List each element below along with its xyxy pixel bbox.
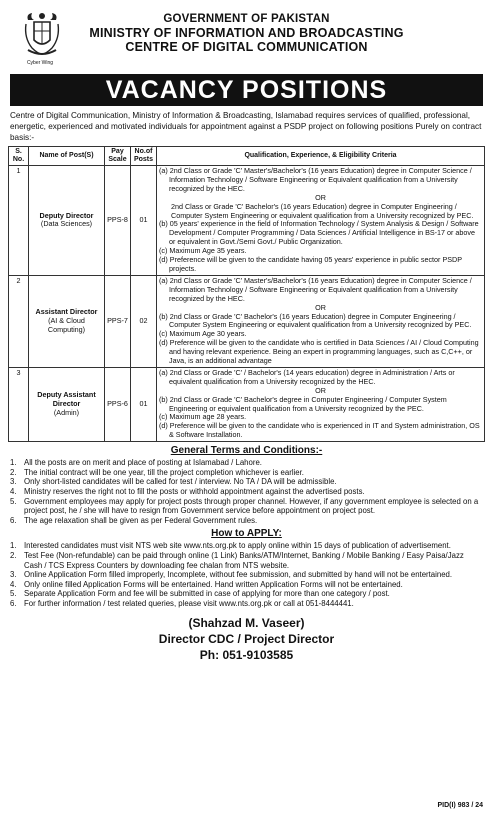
criteria-or: OR bbox=[315, 385, 326, 395]
item-number: 6. bbox=[10, 515, 17, 525]
list-item bbox=[10, 516, 483, 526]
row-scale: PPS-6 bbox=[105, 367, 131, 441]
criteria-or: OR bbox=[315, 302, 326, 312]
item-text: Online Application Form filled improperly, Incomplete, without fee submission, and submitted by hand will not be entertained. bbox=[24, 570, 453, 580]
criteria-item: (b) 05 years' experience in the field of Information Technology / System Analysis & Design / Software Development / Computer Programming / Data Sciences / Artificial Intelligence in BS-17 or above or equivalent in Govt./Semi Govt./ Public Organization. bbox=[159, 219, 479, 247]
list-item bbox=[10, 541, 483, 551]
table-row bbox=[9, 275, 485, 367]
post-subtitle: (AI & Cloud Computing) bbox=[47, 315, 86, 334]
post-subtitle: (Data Sciences) bbox=[40, 219, 93, 229]
signatory-name: (Shahzad M. Vaseer) bbox=[188, 615, 305, 630]
list-item bbox=[10, 589, 483, 599]
criteria-item: (c) Maximum Age 30 years. bbox=[159, 329, 247, 339]
item-text: The age relaxation shall be given as per Federal Government rules. bbox=[24, 515, 258, 525]
signatory-designation: Director CDC / Project Director bbox=[158, 631, 335, 646]
item-number: 5. bbox=[10, 589, 17, 599]
row-sno: 2 bbox=[9, 275, 29, 367]
row-post bbox=[29, 367, 105, 441]
vacancy-banner: VACANCY POSITIONS bbox=[10, 74, 483, 106]
header-count: No.of Posts bbox=[131, 147, 157, 166]
item-number: 4. bbox=[10, 579, 17, 589]
header-sno: S. No. bbox=[9, 147, 29, 166]
header-line-centre: CENTRE OF DIGITAL COMMUNICATION bbox=[125, 40, 368, 54]
criteria-item: (a) 2nd Class or Grade 'C' Master's/Bachelor's (16 years Education) degree in Computer Science / Information Technology / Software Engineering or Equivalent qualification from a University recognized by the HEC. bbox=[159, 275, 472, 303]
item-text: Government employees may apply for project posts through proper channel. However, if any government employee is selected on a project post, he / she will have to resign from Government service before appointment on project post. bbox=[24, 496, 479, 516]
criteria-item: (b) 2nd Class or Grade 'C' Bachelor's (16 years Education) degree in Computer Engineering / Computer System Engineering or equivalent qualification from a University recognized by PEC. bbox=[159, 311, 472, 330]
item-number: 6. bbox=[10, 598, 17, 608]
vacancy-table bbox=[8, 146, 485, 442]
item-text: Only online filled Application Forms will be entertained. Hand written Application Forms will not be entertained. bbox=[24, 579, 403, 589]
government-emblem-icon bbox=[22, 10, 62, 60]
criteria-item: (d) Preference will be given to the candidate who is certified in Data Sciences / AI / Cloud Computing and having relevant experience. Being an expert in programming languages, such as C,C++, or Java, is an additional advantage bbox=[159, 338, 479, 366]
table-header-row bbox=[9, 147, 485, 166]
item-text: Only short-listed candidates will be called for test / interview. No TA / DA will be admissible. bbox=[24, 477, 337, 487]
item-number: 3. bbox=[10, 570, 17, 580]
row-count: 02 bbox=[131, 275, 157, 367]
header-line-government: GOVERNMENT OF PAKISTAN bbox=[163, 13, 330, 25]
item-text: Ministry reserves the right not to fill the posts or withhold appointment against the advertised posts. bbox=[24, 486, 365, 496]
item-number: 1. bbox=[10, 458, 17, 468]
row-scale: PPS-7 bbox=[105, 275, 131, 367]
row-post bbox=[29, 166, 105, 276]
row-sno: 1 bbox=[9, 166, 29, 276]
criteria-item: (b) 2nd Class or Grade 'C' Bachelor's degree in Computer Engineering / Computer System Engineering or equivalent qualification from a University recognized by the PEC. bbox=[159, 394, 447, 413]
row-scale: PPS-8 bbox=[105, 166, 131, 276]
row-criteria bbox=[157, 275, 485, 367]
post-name: Assistant Director bbox=[35, 307, 98, 317]
row-count: 01 bbox=[131, 367, 157, 441]
item-text: Separate Application Form and fee will be submitted in case of applying for more than one category / post. bbox=[24, 589, 390, 599]
pid-reference: PID(I) 983 / 24 bbox=[437, 802, 483, 809]
signature-block bbox=[8, 615, 485, 663]
list-item bbox=[10, 580, 483, 590]
header-post: Name of Post(S) bbox=[29, 147, 105, 166]
row-criteria bbox=[157, 166, 485, 276]
apply-title: How to APPLY: bbox=[211, 528, 282, 540]
list-item bbox=[10, 468, 483, 478]
item-number: 3. bbox=[10, 477, 17, 487]
row-sno: 3 bbox=[9, 367, 29, 441]
criteria-item: (c) Maximum Age 35 years. bbox=[159, 246, 247, 256]
item-number: 2. bbox=[10, 550, 17, 560]
criteria-item: (a) 2nd Class or Grade 'C' / Bachelor's (14 years education) degree in Administration / Arts or equivalent qualification from a University recognized by the HEC. bbox=[159, 367, 455, 386]
item-text: All the posts are on merit and place of posting at Islamabad / Lahore. bbox=[24, 458, 262, 468]
list-item bbox=[10, 487, 483, 497]
row-post bbox=[29, 275, 105, 367]
row-count: 01 bbox=[131, 166, 157, 276]
criteria-item: (c) Maximum age 28 years. bbox=[159, 412, 247, 422]
signatory-phone: Ph: 051-9103585 bbox=[199, 647, 294, 662]
list-item bbox=[10, 477, 483, 487]
criteria-item: (d) Preference will be given to the candidate having 05 years' experience in public sector PSDP projects. bbox=[159, 255, 462, 273]
item-number: 2. bbox=[10, 467, 17, 477]
item-text: For further information / test related queries, please visit www.nts.org.pk or call at 051-8444441. bbox=[24, 598, 354, 608]
item-text: Interested candidates must visit NTS web site www.nts.org.pk to apply online within 15 days of publication of advertisement. bbox=[24, 541, 451, 551]
header bbox=[8, 6, 485, 74]
terms-title: General Terms and Conditions:- bbox=[170, 445, 323, 457]
post-subtitle: (Admin) bbox=[53, 408, 80, 418]
list-item bbox=[10, 599, 483, 609]
item-number: 1. bbox=[10, 541, 17, 551]
item-text: Test Fee (Non-refundable) can be paid through online (1 Link) Banks/ATM/Internet, Banking / Mobile Banking / Easy Paisa/Jazz Cash / TCS Express Counters by downloading fee chalan from NTS website. bbox=[24, 550, 464, 570]
table-row bbox=[9, 166, 485, 276]
list-item bbox=[10, 570, 483, 580]
row-criteria bbox=[157, 367, 485, 441]
post-name: Deputy Director bbox=[39, 210, 94, 220]
list-item bbox=[10, 551, 483, 570]
apply-list bbox=[10, 541, 483, 608]
post-name: Deputy Assistant Director bbox=[37, 390, 96, 409]
header-criteria: Qualification, Experience, & Eligibility Criteria bbox=[157, 147, 485, 166]
list-item bbox=[10, 497, 483, 516]
criteria-item: (a) 2nd Class or Grade 'C' Master's/Bachelor's (16 years Education) degree in Computer Science / Information Technology / Software Engineering or Equivalent qualification from a University recognized by the HEC. bbox=[159, 166, 472, 193]
emblem-caption: Cyber Wing bbox=[26, 60, 54, 66]
terms-list bbox=[10, 458, 483, 525]
list-item bbox=[10, 458, 483, 468]
header-line-ministry: MINISTRY OF INFORMATION AND BROADCASTING bbox=[89, 26, 404, 40]
header-scale: Pay Scale bbox=[105, 147, 131, 166]
item-text: The initial contract will be one year, till the project completion whichever is earlier. bbox=[24, 467, 304, 477]
table-row bbox=[9, 367, 485, 441]
item-number: 5. bbox=[10, 496, 17, 506]
criteria-or: OR bbox=[315, 192, 326, 202]
criteria-item: (d) Preference will be given to the candidate who is experienced in IT and System administration, OS & Software Installation. bbox=[159, 421, 480, 440]
intro-paragraph: Centre of Digital Communication, Ministry of Information & Broadcasting, Islamabad requires services of qualified, professional, energetic, experienced and motivated individuals for appointment against a PSDP project on following positions Purely on contract basis:- bbox=[10, 111, 482, 142]
item-number: 4. bbox=[10, 486, 17, 496]
criteria-item: 2nd Class or Grade 'C' Bachelor's (16 years Education) degree in Computer Engineering / Computer System Engineering or equivalent qualification from a University recognized by PEC. bbox=[171, 201, 474, 220]
